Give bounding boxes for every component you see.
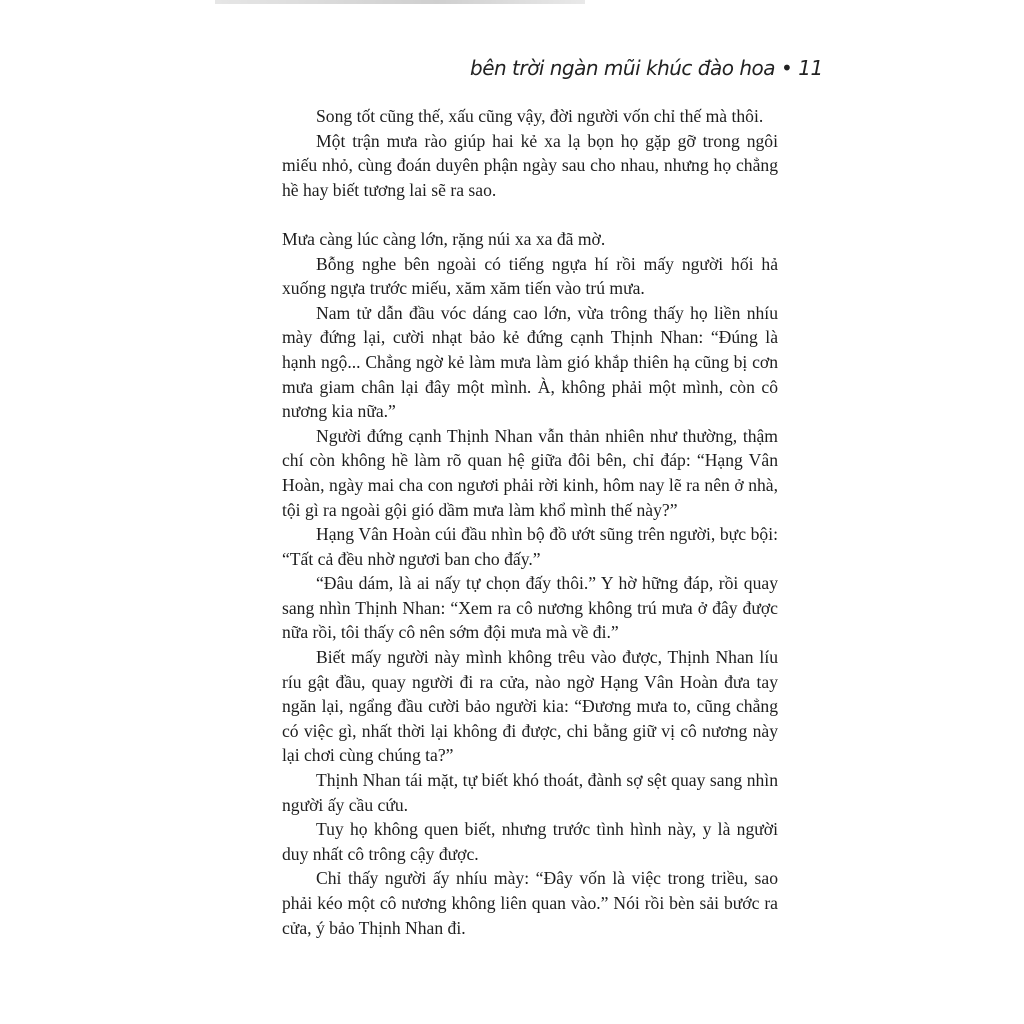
paragraph: Mưa càng lúc càng lớn, rặng núi xa xa đã mờ. [282, 228, 606, 249]
paragraph: Hạng Vân Hoàn cúi đầu nhìn bộ đồ ướt sũng trên người, bực bội: “Tất cả đều nhờ ngươi ban cho đấy.” [282, 524, 778, 569]
paragraph: Một trận mưa rào giúp hai kẻ xa lạ bọn họ gặp gỡ trong ngôi miếu nhỏ, cùng đoán duyên phận ngày sau cho nhau, nhưng họ chẳng hề hay biết tương lai sẽ ra sao. [282, 130, 778, 200]
section-break [282, 202, 778, 227]
paragraph: Tuy họ không quen biết, nhưng trước tình hình này, y là người duy nhất cô trông cậy được. [282, 819, 778, 864]
paragraph: Người đứng cạnh Thịnh Nhan vẫn thản nhiên như thường, thậm chí còn không hề làm rõ quan hệ giữa đôi bên, chỉ đáp: “Hạng Vân Hoàn, ngày mai cha con ngươi phải rời kinh, hôm nay lẽ ra nên ở nhà, tội gì ra ngoài gội gió dầm mưa làm khổ mình thế này?” [282, 425, 778, 520]
header-separator: • [780, 56, 793, 80]
page-top-edge [215, 0, 585, 4]
paragraph: Thịnh Nhan tái mặt, tự biết khó thoát, đành sợ sệt quay sang nhìn người ấy cầu cứu. [282, 770, 778, 815]
paragraph: “Đâu dám, là ai nấy tự chọn đấy thôi.” Y hờ hững đáp, rồi quay sang nhìn Thịnh Nhan: “Xem ra cô nương không trú mưa ở đây được nữa rồi, tôi thấy cô nên sớm đội mưa mà về đi.” [282, 573, 778, 643]
paragraph: Biết mấy người này mình không trêu vào được, Thịnh Nhan líu ríu gật đầu, quay người đi ra cửa, nào ngờ Hạng Vân Hoàn đưa tay ngăn lại, ngẩng đầu cười bảo người kia: “Đương mưa to, cũng chẳng có việc gì, nhất thời lại không đi được, chi bằng giữ vị cô nương này lại chơi cùng chúng ta?” [282, 647, 778, 766]
running-header [470, 56, 823, 86]
paragraph: Chỉ thấy người ấy nhíu mày: “Đây vốn là việc trong triều, sao phải kéo một cô nương không liên quan vào.” Nói rồi bèn sải bước ra cửa, ý bảo Thịnh Nhan đi. [282, 868, 778, 938]
paragraph: Bỗng nghe bên ngoài có tiếng ngựa hí rồi mấy người hối hả xuống ngựa trước miếu, xăm xăm tiến vào trú mưa. [282, 253, 778, 299]
page-body [282, 104, 778, 940]
book-title: bên trời ngàn mũi khúc đào hoa [470, 56, 775, 80]
paragraph: Nam tử dẫn đầu vóc dáng cao lớn, vừa trông thấy họ liền nhíu mày đứng lại, cười nhạt bảo kẻ đứng cạnh Thịnh Nhan: “Đúng là hạnh ngộ... Chẳng ngờ kẻ làm mưa làm gió khắp thiên hạ cũng bị cơn mưa giam chân lại đây một mình. À, không phải một mình, còn cô nương kia nữa.” [282, 302, 778, 422]
page-number: 11 [798, 56, 823, 80]
paragraph: Song tốt cũng thế, xấu cũng vậy, đời người vốn chỉ thế mà thôi. [316, 106, 764, 126]
